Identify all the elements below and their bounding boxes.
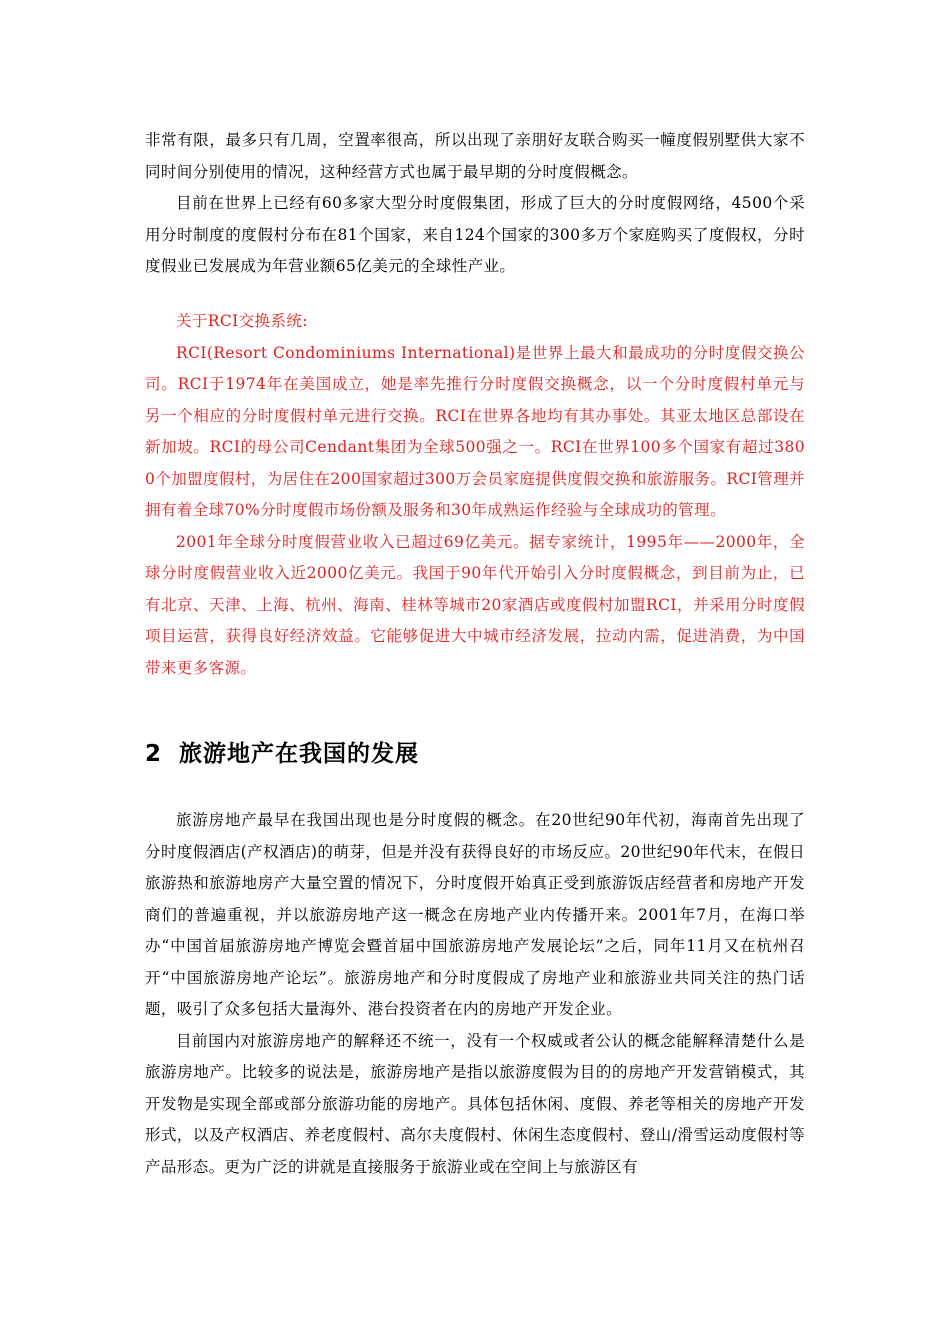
section2-paragraph-history: 旅游房地产最早在我国出现也是分时度假的概念。在20世纪90年代初，海南首先出现了分时度假酒店(产权酒店)的萌芽，但是并没有获得良好的市场反应。20世纪90年代末，在假日旅游热和旅游地房产大量空置的情况下，分时度假开始真正受到旅游饭店经营者和房地产开发商们的普遍重视，并以旅游房地产这一概念在房地产业内传播开来。2001年7月，在海口举办“中国首届旅游房地产博览会暨首届中国旅游房地产发展论坛”之后，同年11月又在杭州召开“中国旅游房地产论坛”。旅游房地产和分时度假成了房地产业和旅游业共同关注的热门话题，吸引了众多包括大量海外、港台投资者在内的房地产开发企业。 (145, 811, 805, 1018)
rci-paragraph-revenue: 2001年全球分时度假营业收入已超过69亿美元。据专家统计，1995年——2000年，全球分时度假营业收入近2000亿美元。我国于90年代开始引入分时度假概念，到目前为止，已有北京、天津、上海、杭州、海南、桂林等城市20家酒店或度假村加盟RCI，并采用分时度假项目运营，获得良好经济效益。它能够促进大中城市经济发展，拉动内需，促进消费，为中国带来更多客源。 (145, 532, 805, 677)
section-heading (145, 734, 419, 774)
section2-paragraph-definition: 目前国内对旅游房地产的解释还不统一，没有一个权威或者公认的概念能解释清楚什么是旅游房地产。比较多的说法是，旅游房地产是指以旅游度假为目的的房地产开发营销模式，其开发物是实现全部或部分旅游功能的房地产。具体包括休闲、度假、养老等相关的房地产开发形式，以及产权酒店、养老度假村、高尔夫度假村、休闲生态度假村、登山/滑雪运动度假村等产品形态。更为广泛的讲就是直接服务于旅游业或在空间上与旅游区有 (145, 1031, 805, 1176)
rci-paragraph-overview: RCI(Resort Condominiums International)是世界上最大和最成功的分时度假交换公司。RCI于1974年在美国成立，她是率先推行分时度假交换概念，以一个分时度假村单元与另一个相应的分时度假村单元进行交换。RCI在世界各地均有其办事处。其亚太地区总部设在新加坡。RCI的母公司Cendant集团为全球500强之一。RCI在世界100多个国家有超过3800个加盟度假村，为居住在200国家超过300万会员家庭提供度假交换和旅游服务。RCI管理并拥有着全球70%分时度假市场份额及服务和30年成熟运作经验与全球成功的管理。 (145, 343, 805, 519)
rci-note-title: 关于RCI交换系统: (176, 312, 308, 330)
section-title: 旅游地产在我国的发展 (179, 741, 419, 767)
intro-paragraph-timeshare-groups: 目前在世界上已经有60多家大型分时度假集团，形成了巨大的分时度假网络，4500个采用分时制度的度假村分布在81个国家，来自124个国家的300多万个家庭购买了度假权，分时度假业已发展成为年营业额65亿美元的全球性产业。 (145, 194, 805, 275)
intro-paragraph-continued: 非常有限，最多只有几周，空置率很高，所以出现了亲朋好友联合购买一幢度假别墅供大家不同时间分别使用的情况，这种经营方式也属于最早期的分时度假概念。 (145, 131, 805, 181)
section2-body (145, 805, 805, 1183)
intro-section (145, 125, 805, 283)
section-number: 2 (145, 741, 163, 767)
rci-note (145, 306, 805, 684)
